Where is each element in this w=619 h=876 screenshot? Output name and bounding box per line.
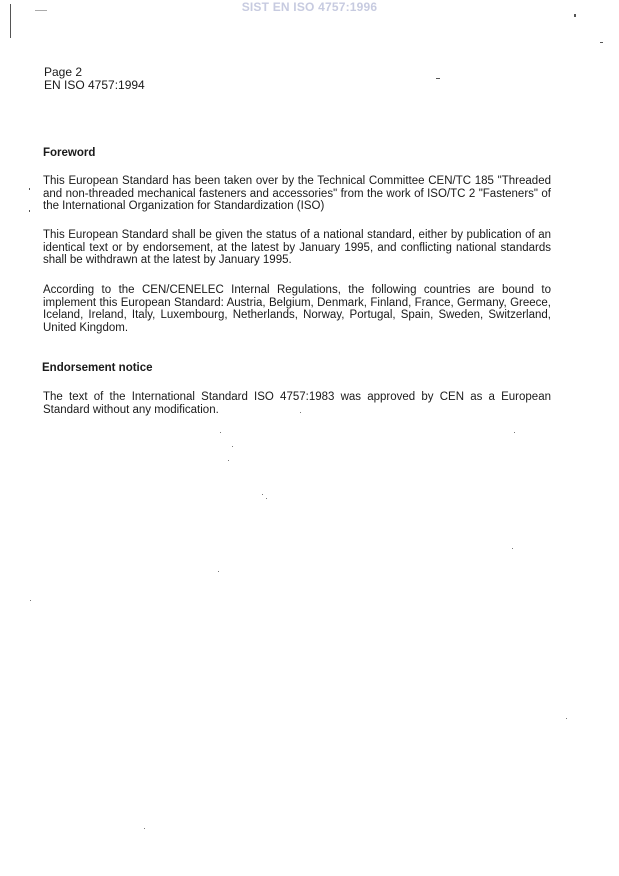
scan-speck	[29, 188, 30, 190]
scan-speck	[266, 498, 267, 499]
standard-number: EN ISO 4757:1994	[44, 78, 145, 92]
scan-speck	[514, 432, 515, 433]
scan-speck	[30, 600, 31, 601]
endorsement-paragraph: The text of the International Standard ISO 4757:1983 was approved by CEN as a European Standard without any modification.	[43, 391, 551, 416]
scan-speck	[600, 42, 603, 43]
scan-speck	[232, 446, 233, 447]
page-header	[44, 66, 145, 92]
scan-speck	[262, 494, 263, 495]
scan-speck	[512, 548, 513, 549]
foreword-paragraph-3: According to the CEN/CENELEC Internal Regulations, the following countries are bound to implement this European Standard: Austria, Belgium, Denmark, Finland, France, Germany, Greece, Iceland, Ireland, Italy, Luxembourg, Netherlands, Norway, Portugal, Spain, Sweden, Switzerland, United Kingdom.	[43, 284, 551, 334]
foreword-paragraph-2: This European Standard shall be given the status of a national standard, either by publication of an identical text or by endorsement, at the latest by January 1995, and conflicting national standards shall be withdrawn at the latest by January 1995.	[43, 229, 551, 267]
watermark: SIST EN ISO 4757:1996	[241, 0, 378, 14]
scan-edge-mark	[35, 10, 47, 11]
scan-edge-mark	[10, 4, 11, 38]
scan-speck	[300, 412, 301, 413]
page-number: Page 2	[44, 65, 83, 79]
scan-speck	[220, 432, 221, 433]
foreword-paragraph-1: This European Standard has been taken over by the Technical Committee CEN/TC 185 "Threaded and non-threaded mechanical fasteners and accessories" from the work of ISO/TC 2 "Fasteners" of the International Organization for Standardization (ISO)	[43, 175, 551, 213]
scan-speck	[218, 571, 219, 572]
scan-speck	[574, 14, 576, 17]
foreword-heading: Foreword	[43, 147, 96, 159]
scan-speck	[436, 78, 440, 79]
scan-speck	[566, 718, 567, 719]
scan-speck	[228, 460, 229, 461]
scan-speck	[144, 828, 145, 829]
scan-speck	[29, 210, 30, 212]
endorsement-heading: Endorsement notice	[42, 362, 153, 374]
